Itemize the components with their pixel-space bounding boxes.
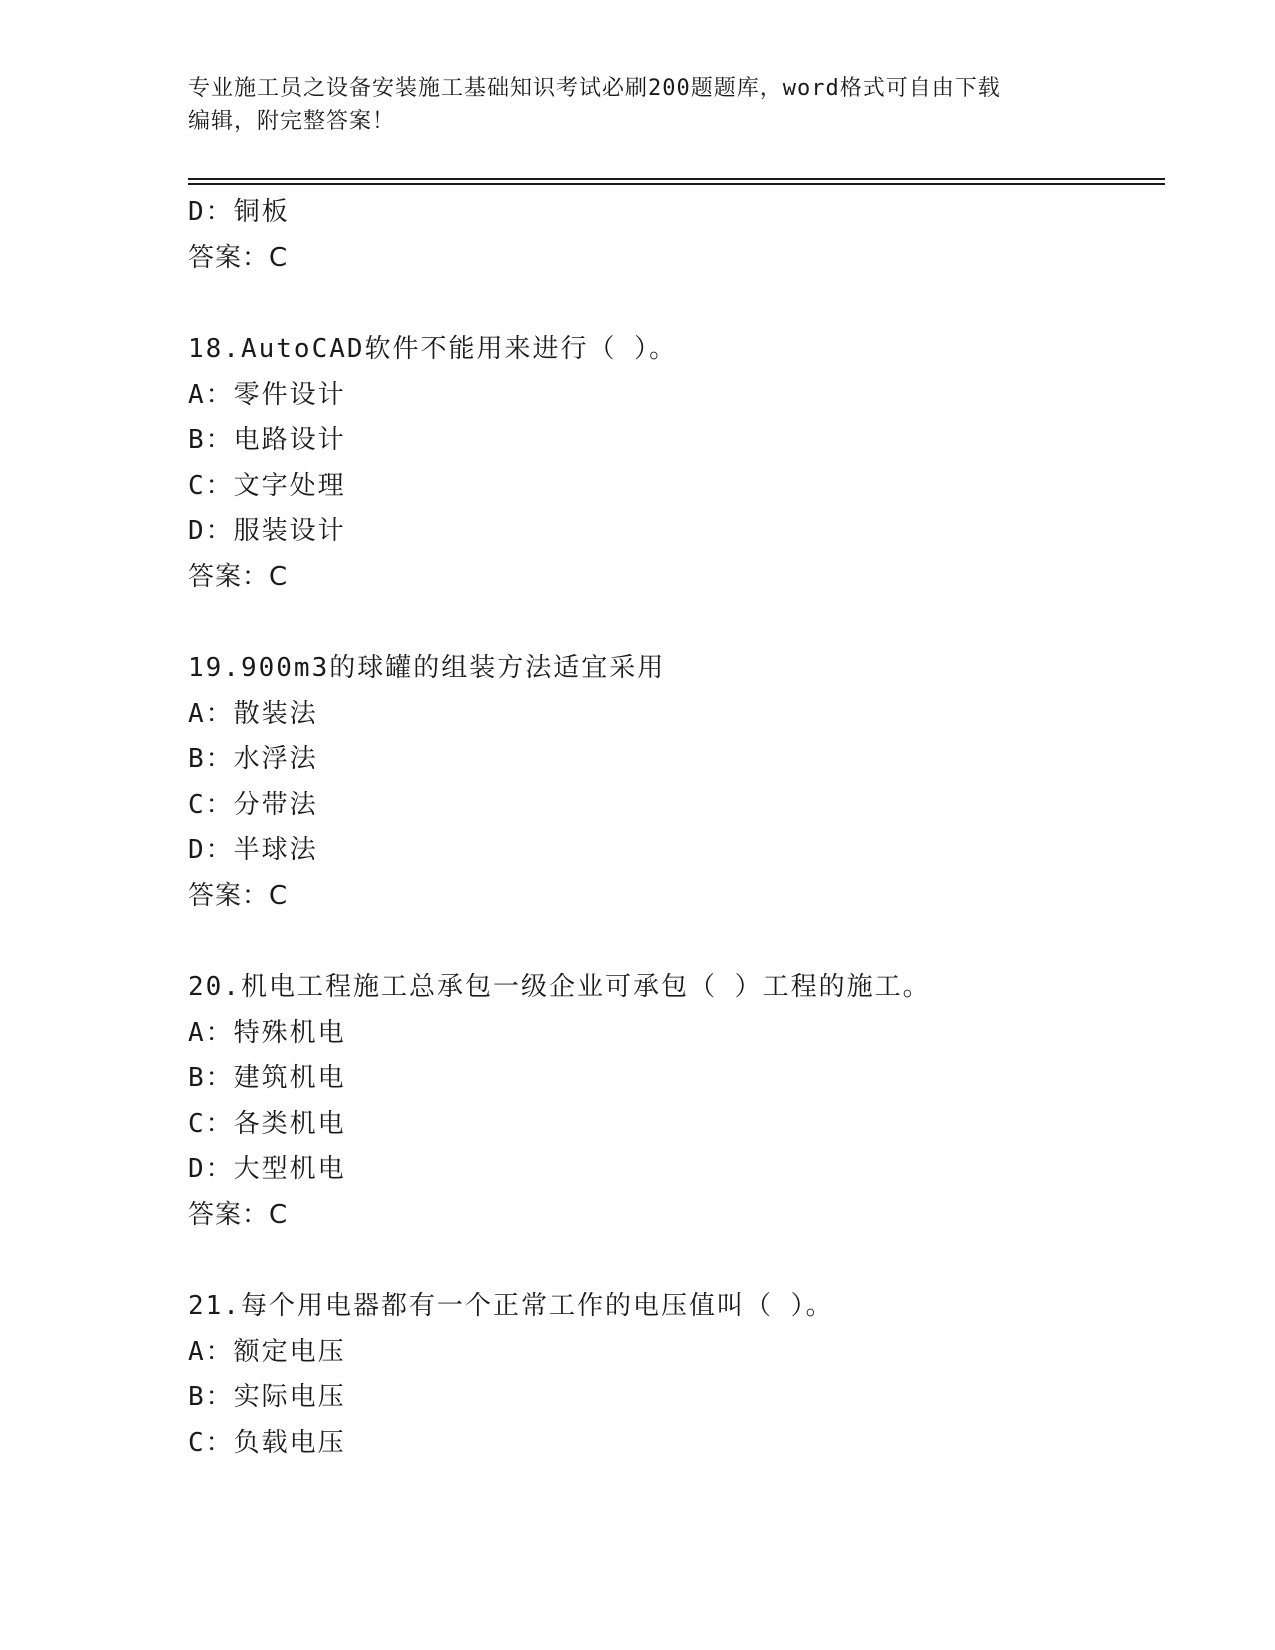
answer-line: 答案：C (188, 880, 289, 911)
header-divider-bottom (188, 183, 1165, 185)
answer-line: 答案：C (188, 561, 289, 592)
answer-line: 答案：C (188, 242, 289, 273)
spacer (188, 919, 1168, 965)
question-stem: 18.AutoCAD软件不能用来进行（ ）。 (188, 334, 678, 364)
question-stem: 20.机电工程施工总承包一级企业可承包（ ）工程的施工。 (188, 972, 931, 1002)
option-d: D：服装设计 (188, 516, 346, 546)
option-c: C：文字处理 (188, 470, 346, 501)
header-line-1: 专业施工员之设备安装施工基础知识考试必刷200题题库，word格式可自由下载 (188, 76, 1001, 101)
spacer (188, 600, 1168, 646)
document-header (188, 72, 1088, 138)
option-d: D：铜板 (188, 197, 290, 227)
option-c: C：各类机电 (188, 1108, 346, 1139)
option-a: A：额定电压 (188, 1336, 346, 1367)
option-b: B：水浮法 (188, 744, 318, 774)
option-c: C：分带法 (188, 789, 318, 820)
option-d: D：半球法 (188, 835, 318, 865)
option-b: B：电路设计 (188, 425, 346, 455)
option-b: B：实际电压 (188, 1382, 346, 1412)
header-divider-top (188, 178, 1165, 180)
question-20 (188, 965, 1168, 1238)
option-a: A：零件设计 (188, 379, 346, 410)
spacer (188, 1238, 1168, 1284)
header-line-2: 编辑，附完整答案！ (188, 109, 396, 134)
answer-line: 答案：C (188, 1199, 289, 1230)
option-a: A：散装法 (188, 698, 318, 729)
question-stem: 19.900m3的球罐的组装方法适宜采用 (188, 653, 666, 683)
question-21 (188, 1284, 1168, 1466)
question-19 (188, 646, 1168, 919)
question-list (188, 190, 1168, 1466)
option-a: A：特殊机电 (188, 1017, 346, 1048)
question-fragment-17 (188, 190, 1168, 281)
spacer (188, 281, 1168, 327)
question-18 (188, 327, 1168, 600)
question-stem: 21.每个用电器都有一个正常工作的电压值叫（ ）。 (188, 1291, 834, 1321)
option-c: C：负载电压 (188, 1427, 346, 1458)
option-d: D：大型机电 (188, 1154, 346, 1184)
option-b: B：建筑机电 (188, 1063, 346, 1093)
